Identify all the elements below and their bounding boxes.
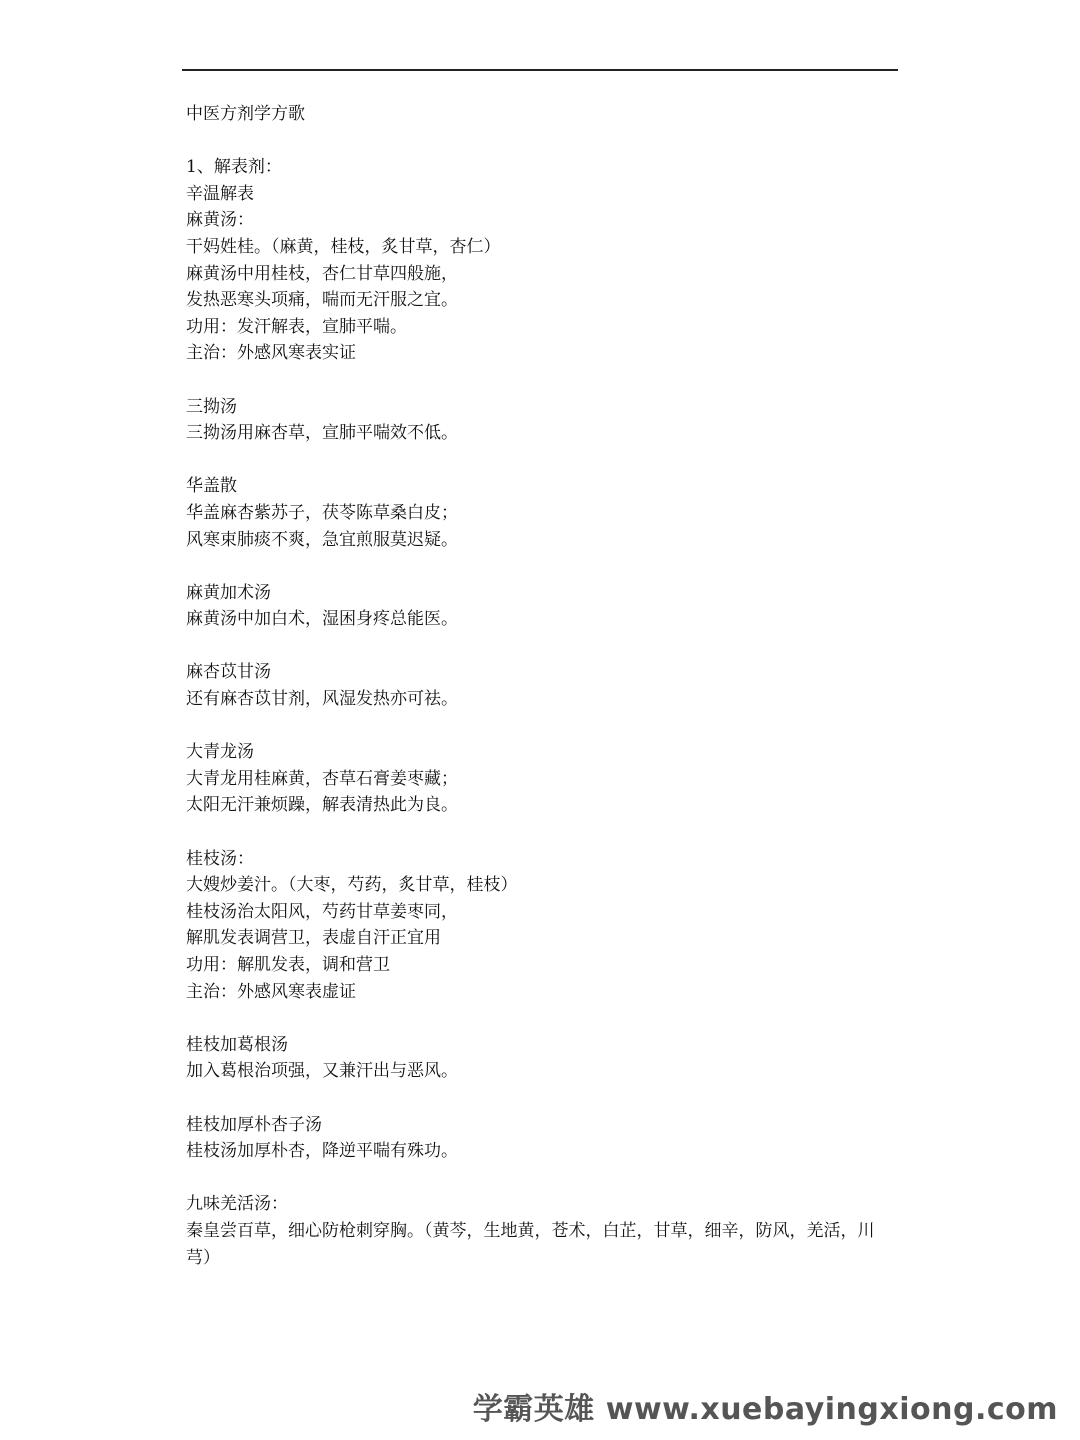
formula-line: 主治：外感风寒表虚证 [186, 981, 356, 1002]
formula-line: 风寒束肺痰不爽，急宜煎服莫迟疑。 [186, 529, 458, 550]
formula-name: 桂枝加厚朴杏子汤 [186, 1114, 322, 1135]
formula-name: 麻黄汤： [186, 210, 254, 231]
spacer [186, 447, 886, 474]
formula-line: 发热恶寒头项痛，喘而无汗服之宜。 [186, 290, 458, 311]
spacer [186, 553, 886, 580]
formula-line: 加入葛根治项强，又兼汗出与恶风。 [186, 1061, 458, 1082]
formula-name: 麻杏苡甘汤 [186, 662, 271, 683]
spacer [186, 633, 886, 660]
formula-line: 麻黄汤中用桂枝，杏仁甘草四般施， [186, 263, 458, 284]
formula-name: 桂枝加葛根汤 [186, 1034, 288, 1055]
spacer [186, 367, 886, 394]
formula-name: 大青龙汤 [186, 742, 254, 763]
formula-line: 麻黄汤中加白术，湿困身疼总能医。 [186, 609, 458, 630]
formula-line: 大青龙用桂麻黄，杏草石膏姜枣藏； [186, 768, 458, 789]
spacer [186, 1085, 886, 1112]
formula-name: 华盖散 [186, 476, 237, 497]
section-heading: 1、解表剂： [186, 157, 282, 178]
document-body [186, 101, 886, 1271]
formula-line: 还有麻杏苡甘剂，风湿发热亦可祛。 [186, 689, 458, 710]
formula-name: 三拗汤 [186, 396, 237, 417]
formula-name: 桂枝汤： [186, 848, 254, 869]
document-title: 中医方剂学方歌 [186, 104, 305, 124]
section-subheading: 辛温解表 [186, 183, 254, 204]
formula-line: 大嫂炒姜汁。（大枣，芍药，炙甘草，桂枝） [186, 875, 518, 896]
formula-line: 功用：发汗解表，宣肺平喘。 [186, 316, 407, 337]
site-watermark: 学霸英雄 www.xuebayingxiong.com [472, 1392, 1058, 1427]
formula-line: 三拗汤用麻杏草，宣肺平喘效不低。 [186, 423, 458, 444]
formula-line: 桂枝汤治太阳风，芍药甘草姜枣同， [186, 901, 458, 922]
spacer [186, 1165, 886, 1192]
formula-name: 麻黄加术汤 [186, 582, 271, 603]
formula-name: 九味羌活汤： [186, 1194, 288, 1215]
formula-line: 秦皇尝百草，细心防枪刺穿胸。（黄芩，生地黄，苍术，白芷，甘草，细辛，防风，羌活，川芎） [186, 1220, 875, 1268]
spacer [186, 819, 886, 846]
formula-line: 干妈姓桂。（麻黄，桂枝，炙甘草，杏仁） [186, 236, 501, 257]
formula-line: 桂枝汤加厚朴杏，降逆平喘有殊功。 [186, 1141, 458, 1162]
formula-line: 太阳无汗兼烦躁，解表清热此为良。 [186, 795, 458, 816]
formula-line: 华盖麻杏紫苏子，茯苓陈草桑白皮； [186, 502, 458, 523]
formula-line: 功用：解肌发表，调和营卫 [186, 955, 390, 975]
formula-line: 解肌发表调营卫，表虚自汗正宜用 [186, 928, 441, 949]
formula-line: 主治：外感风寒表实证 [186, 343, 356, 364]
spacer [186, 713, 886, 740]
spacer [186, 1005, 886, 1032]
header-rule [182, 69, 898, 71]
